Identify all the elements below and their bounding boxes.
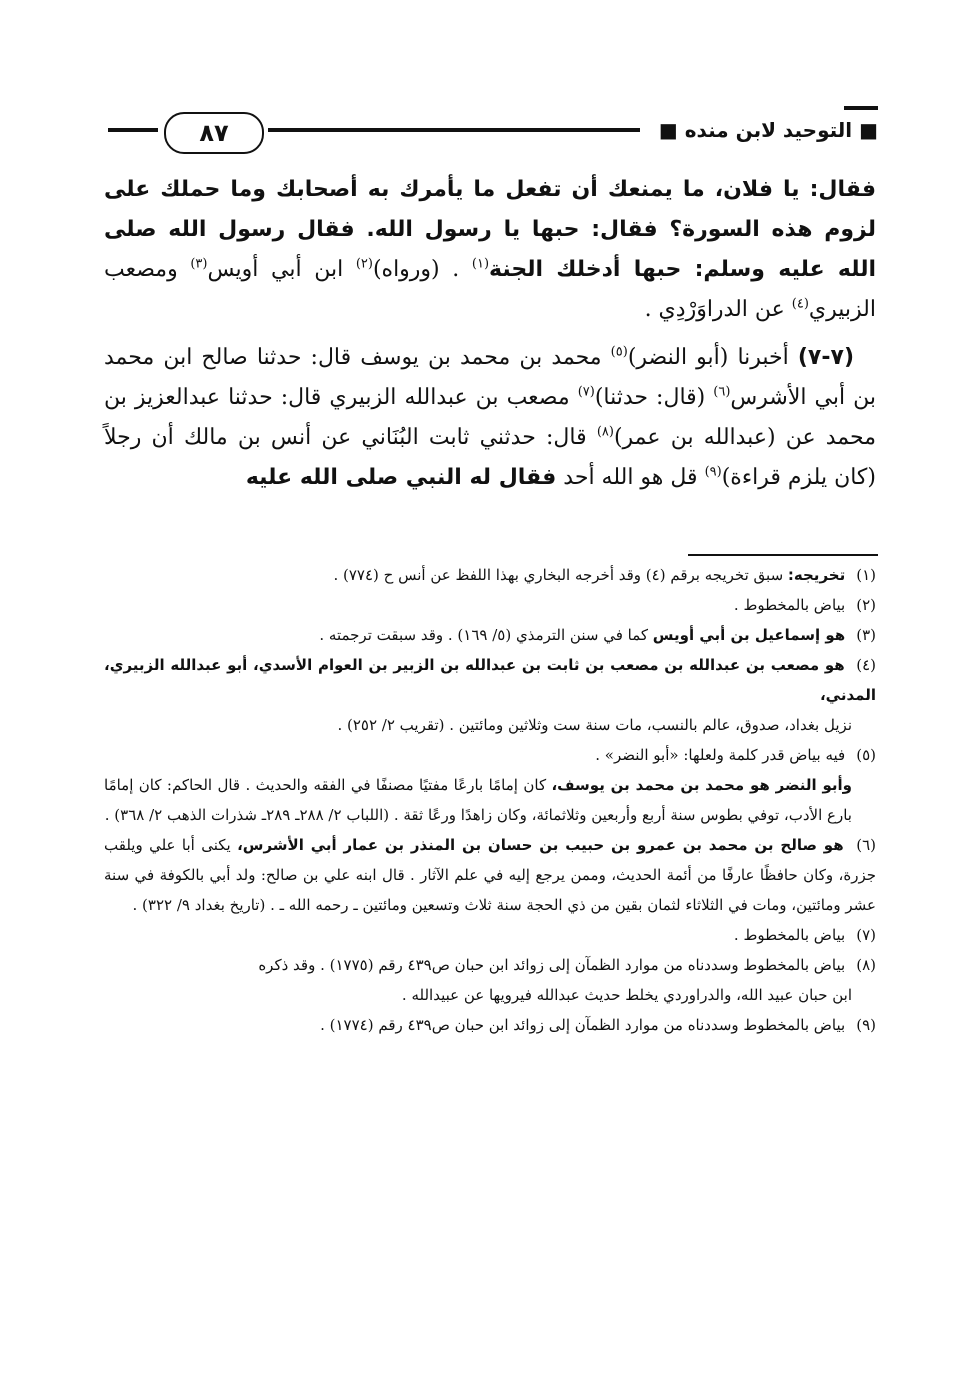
footnote-7 [104,920,876,950]
footnote-9 [104,1010,876,1040]
paragraph-2 [104,338,876,498]
footnote-1 [104,560,876,590]
footnote-number: (١) [856,566,876,584]
footnote-number: (٧) [856,926,876,944]
footnote-ref: (٤) [791,296,809,312]
page-header [108,112,878,156]
paragraph-1 [104,170,876,330]
footnote-ref: (٣) [190,256,208,272]
text: ومصعب الزبيري [104,257,876,322]
text: . (ورواه) [372,257,472,282]
text: بياض بالمخطوط . [733,926,846,944]
bold-text: وأبو النضر هو محمد بن محمد بن يوسف، [551,776,852,794]
hadith-number: (٧-٧) [797,345,854,370]
footnote-8-continued: ابن حبان عبيد الله، والدراوردي يخلط حديث عبدالله فيرويها عن عبيدالله . [401,986,852,1004]
text: سبق تخريجه برقم (٤) وقد أخرجه البخاري بهذا اللفظ عن أنس ح (٧٧٤) . [333,566,788,584]
footnote-number: (٤) [856,656,876,674]
text: محمد بن محمد بن يوسف قال: حدثنا صالح ابن محمد بن أبي الأشرس [104,345,877,410]
text: فيه بياض قدر كلمة ولعلها: «أبو النضر» . [595,746,846,764]
footnote-4-continued: نزيل بغداد، صدوق، عالم بالنسب، مات سنة ست وثلاثين ومائتين . (تقريب ٢/ ٢٥٢) . [337,716,852,734]
footnote-number: (٥) [856,746,876,764]
footnote-ref: (٨) [596,424,614,440]
bold-text: فقال له النبي صلى الله عليه [245,465,557,490]
text: قل هو الله أحد [556,465,705,490]
bold-text: هو صالح بن محمد بن عمرو بن حبيب بن حسان بن المنذر بن عمار أبي الأشرس، [237,836,844,854]
header-rule-left [108,128,158,132]
text: بياض بالمخطوط وسددناه من موارد الظمآن إلى زوائد ابن حبان ص٤٣٩ رقم (١٧٧٤) . [320,1016,846,1034]
text: أخبرنا (أبو النضر) [627,345,798,370]
footnote-number: (٣) [856,626,876,644]
bold-text: هو مصعب بن عبدالله بن مصعب بن ثابت بن عبدالله بن الزبير بن العوام الأسدي، أبو عبدالله الزبيري، المدني، [104,656,876,704]
footnote-6 [104,830,876,920]
footnote-5 [104,740,876,770]
text: عن الدراوَرْدِي . [644,297,792,322]
footnote-ref: (٩) [704,464,722,480]
text: كان إمامًا بارعًا مفتيًا مصنفًا في الفقه والحديث . قال الحاكم: كان إمامًا بارع الأدب، توفي بطوس سنة أربع وأربعين وثلاثمائة، وكان زاهدًا ورعًا ثقة . (اللباب ٢/ ٢٨٨ـ ٢٨٩ـ شذرات الذهب ٢/ ٣٦٨) . [104,776,852,824]
text: ابن أبي أويس [207,257,356,282]
bold-text: هو إسماعيل بن أبي أويس [652,626,846,644]
footnote-ref: (١) [471,256,490,272]
footnote-separator [688,554,878,556]
text: بياض بالمخطوط . [733,596,846,614]
footnote-number: (٨) [856,956,876,974]
header-rule-middle [268,128,640,132]
footnote-ref: (٧) [577,384,595,400]
footnote-number: (٩) [856,1016,876,1034]
footnote-3 [104,620,876,650]
book-title: ■ التوحيد لابن منده ■ [658,118,878,142]
main-text [104,170,876,498]
footnotes [104,560,876,1040]
text: (قال: حدثنا) [594,385,714,410]
page-number: ٨٧ [164,112,264,154]
footnote-ref: (٦) [713,384,731,400]
footnote-2 [104,590,876,620]
bold-text: فقال: يا فلان، ما يمنعك أن تفعل ما يأمرك به أصحابك وما حملك على لزوم هذه السورة؟ فقال: حبها يا رسول الله. فقال رسول الله صلى الله عليه وسلم: حبها أدخلك الجنة [104,177,877,282]
footnote-5-continued [104,770,876,830]
text: يكنى أبا علي ويلقب جزرة، وكان حافظًا عارفًا من أئمة الحديث، وممن يرجع إليه في علم الآثار . قال ابنه علي بن صالح: ولد أبي بالكوفة في سنة عشر ومائتين، ومات في الثلاثاء لثمان بقين من ذي الحجة سنة ثلاث وتسعين ومائتين ـ رحمه الله ـ . (تاريخ بغداد ٩/ ٣٢٢) . [104,836,876,914]
bold-text: تخريجه: [787,566,846,584]
text: مصعب بن عبدالله الزبيري قال: حدثنا عبدالعزيز بن محمد عن (عبدالله بن عمر) [104,385,877,450]
header-rule-right [844,106,878,110]
footnote-ref: (٢) [355,256,373,272]
text: بياض بالمخطوط وسددناه من موارد الظمآن إلى زوائد ابن حبان ص٤٣٩ رقم (١٧٧٥) . وقد ذكره [258,956,846,974]
footnote-number: (٢) [856,596,876,614]
text: قال: حدثني ثابت البُنَاني عن أنس بن مالك أن رجلاً (كان يلزم قراءة) [104,425,876,490]
footnote-4 [104,650,876,710]
text: كما في سنن الترمذي (٥/ ١٦٩) . وقد سبقت ترجمته . [319,626,653,644]
footnote-number: (٦) [856,836,876,854]
footnote-ref: (٥) [610,344,628,360]
footnote-8 [104,950,876,980]
